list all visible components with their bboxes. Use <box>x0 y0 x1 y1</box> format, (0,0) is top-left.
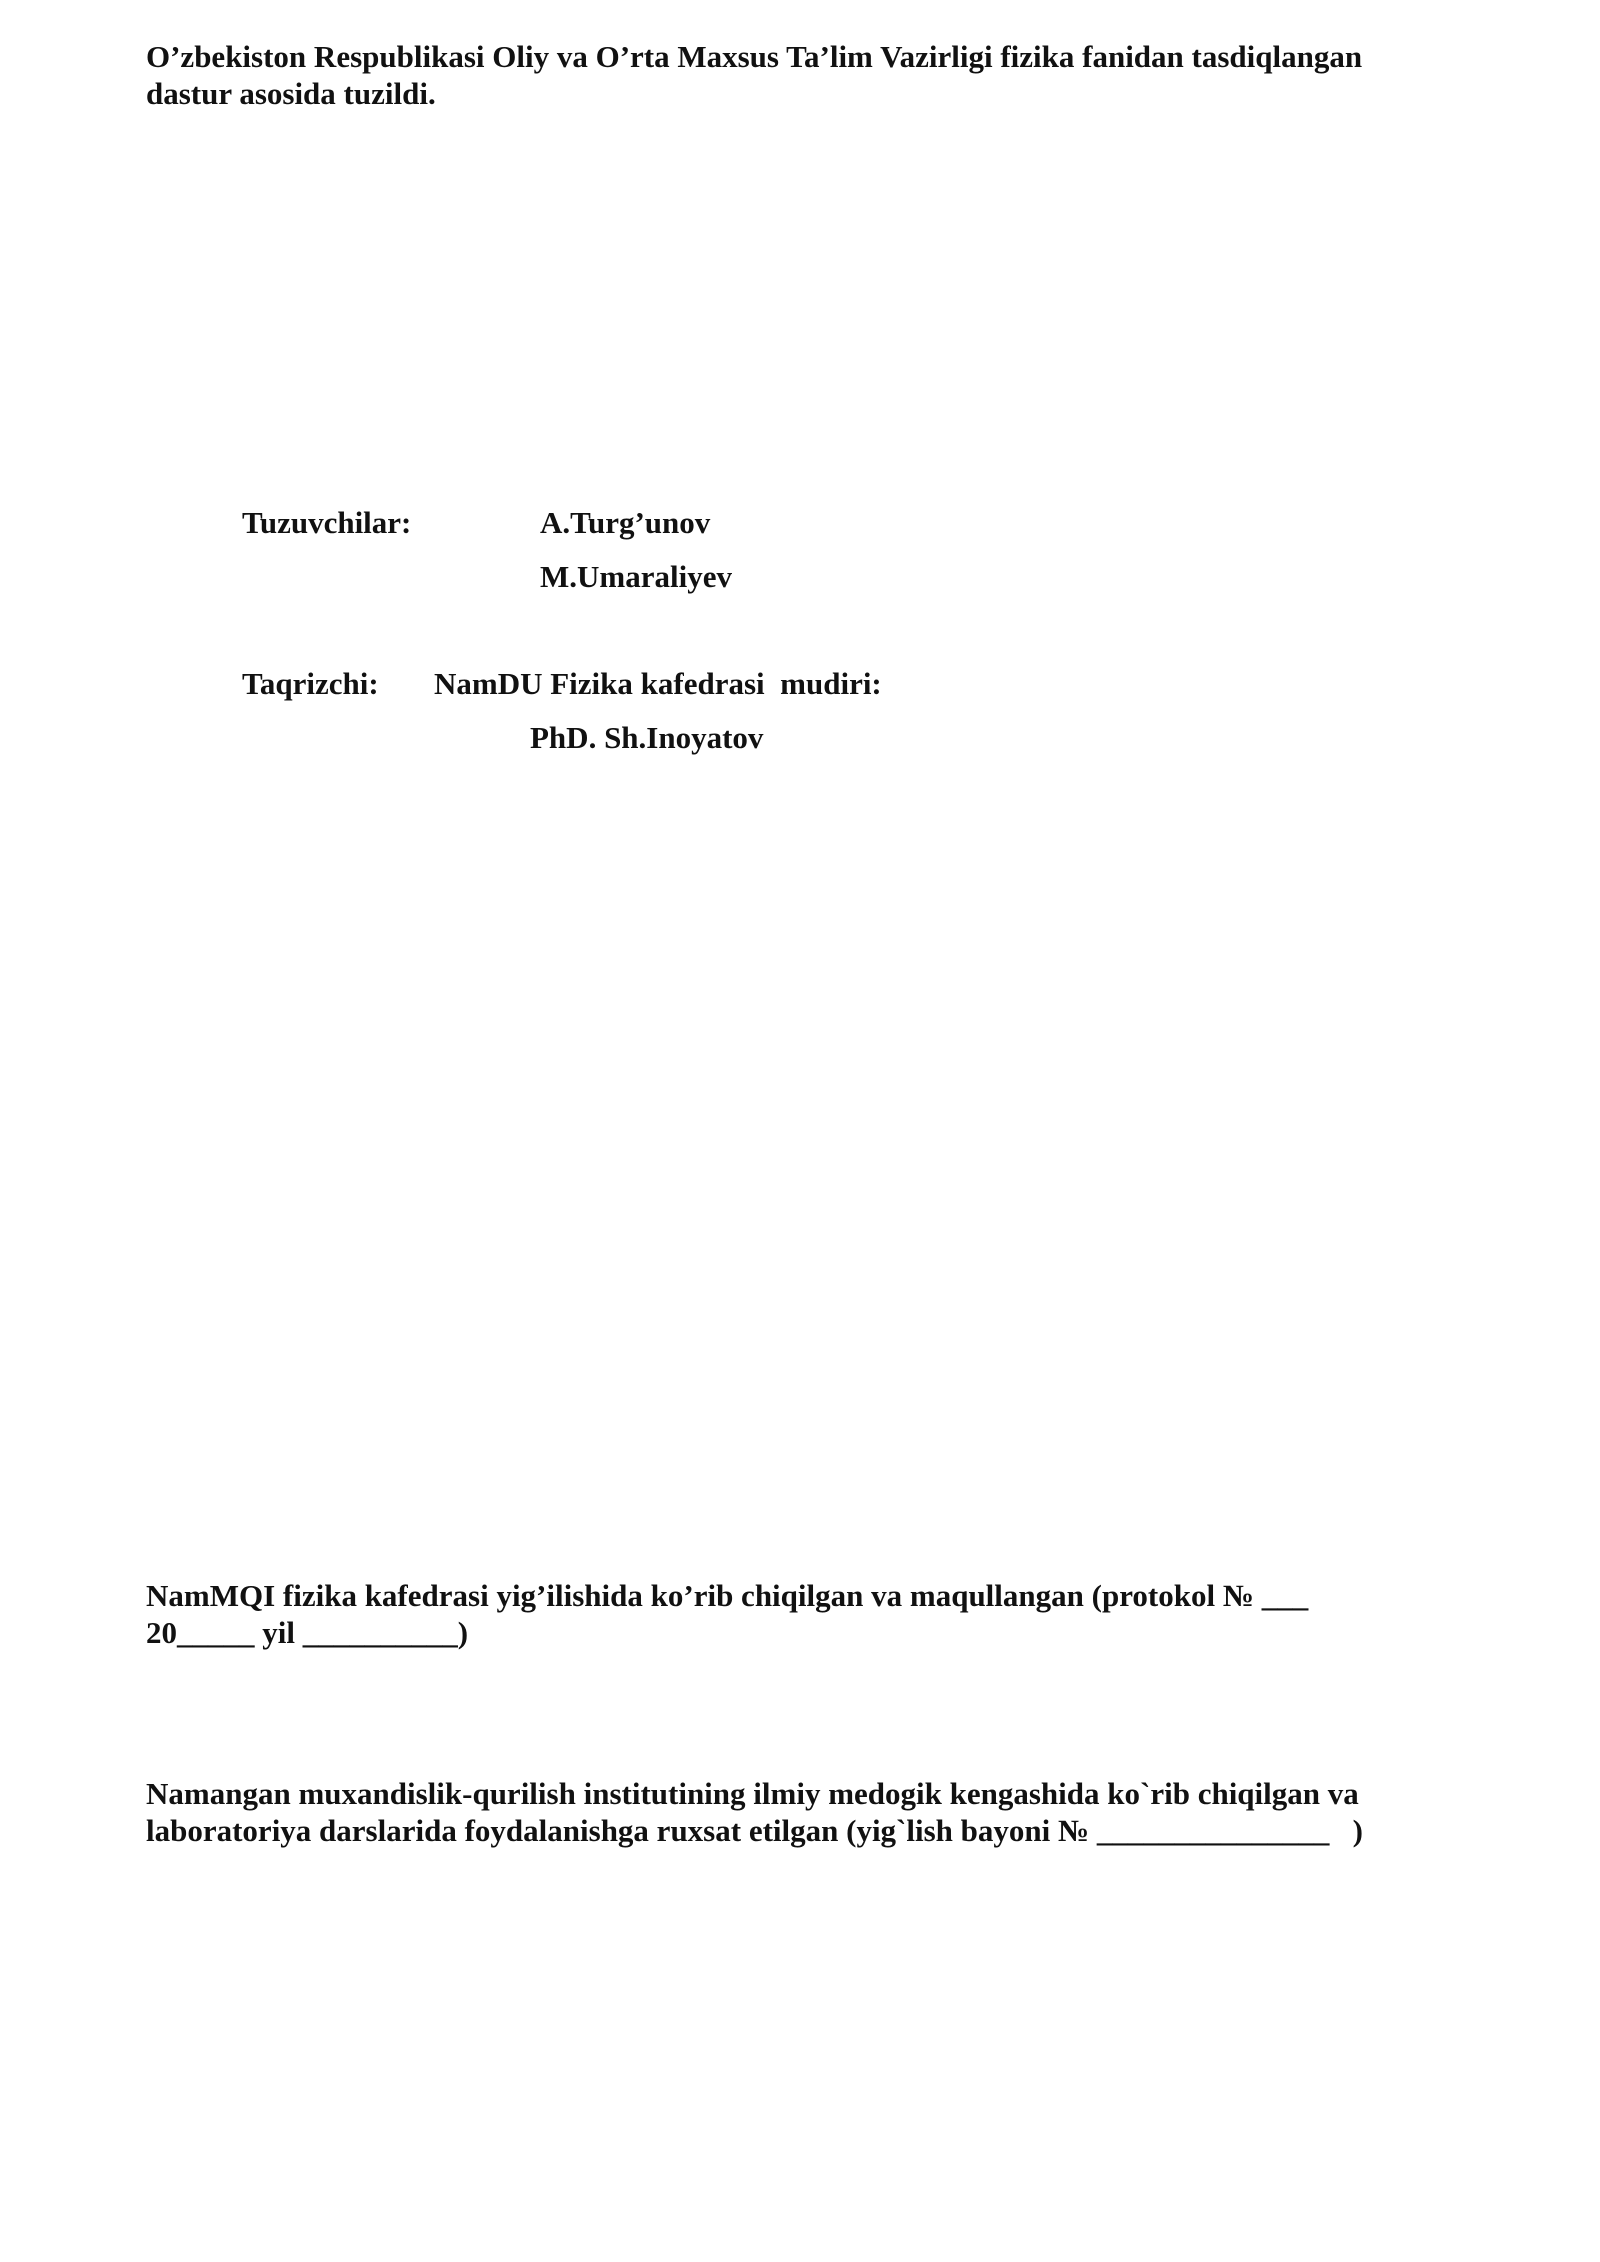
reviewer-position: NamDU Fizika kafedrasi mudiri: <box>434 666 882 701</box>
council-approval-line-2: laboratoriya darslarida foydalanishga ruxsat etilgan (yig`lish bayoni № _______________ ) <box>146 1813 1363 1848</box>
department-approval-line-2: 20_____ yil __________) <box>146 1615 469 1650</box>
authors-label: Tuzuvchilar: <box>242 505 412 540</box>
council-approval-line-1: Namangan muxandislik-qurilish institutining ilmiy medogik kengashida ko`rib chiqilgan va <box>146 1776 1359 1811</box>
intro-line-1: O’zbekiston Respublikasi Oliy va O’rta Maxsus Ta’lim Vazirligi fizika fanidan tasdiqlangan <box>146 39 1363 74</box>
department-approval-line-1: NamMQI fizika kafedrasi yig’ilishida ko’rib chiqilgan va maqullangan (protokol № ___ <box>146 1578 1309 1613</box>
intro-paragraph <box>146 38 1446 112</box>
department-approval-paragraph <box>146 1577 1446 1651</box>
author-name-1: A.Turg’unov <box>540 505 711 540</box>
reviewer-name: PhD. Sh.Inoyatov <box>530 720 764 755</box>
intro-line-2: dastur asosida tuzildi. <box>146 76 436 111</box>
author-name-2: M.Umaraliyev <box>540 559 732 594</box>
council-approval-paragraph <box>146 1775 1446 1849</box>
reviewer-label: Taqrizchi: <box>242 666 379 701</box>
